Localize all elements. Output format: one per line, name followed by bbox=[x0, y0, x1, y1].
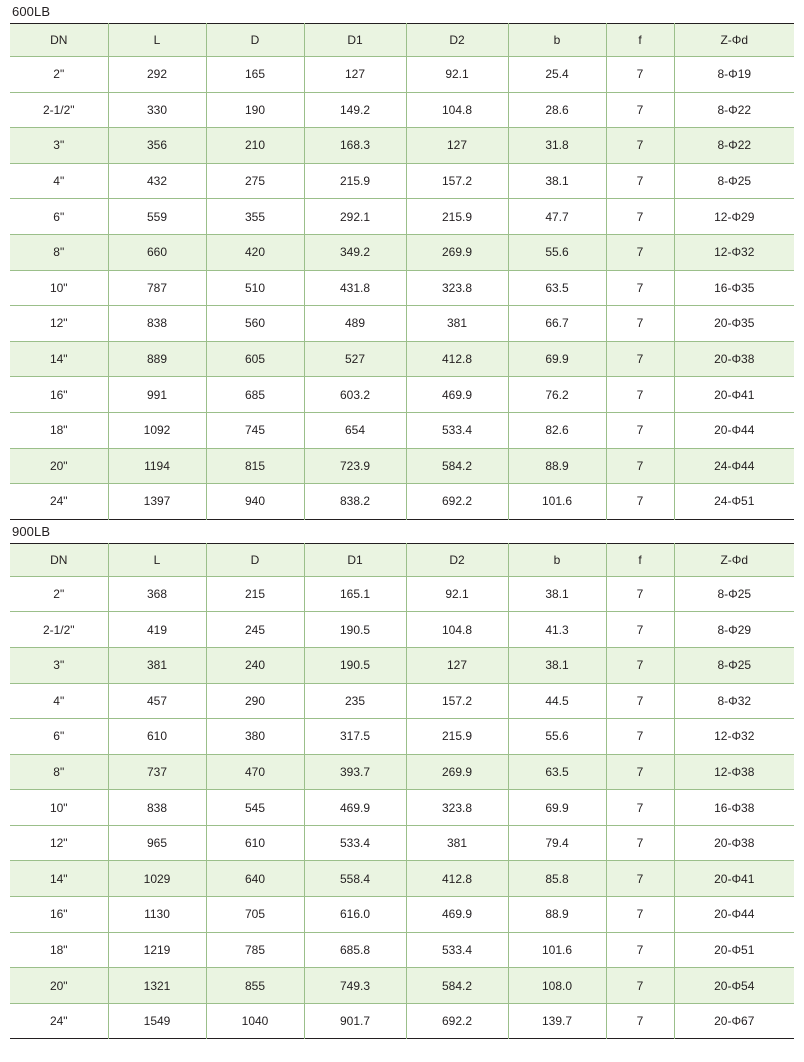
cell-l: 1029 bbox=[108, 861, 206, 897]
cell-l: 368 bbox=[108, 576, 206, 612]
cell-d: 275 bbox=[206, 163, 304, 199]
cell-d1: 393.7 bbox=[304, 754, 406, 790]
cell-dn: 10" bbox=[10, 790, 108, 826]
cell-f: 7 bbox=[606, 306, 674, 342]
section-900lb bbox=[10, 524, 794, 1040]
table-row bbox=[10, 234, 794, 270]
cell-zphid: 8-Φ32 bbox=[674, 683, 794, 719]
cell-b: 101.6 bbox=[508, 932, 606, 968]
cell-d: 1040 bbox=[206, 1003, 304, 1039]
cell-d1: 469.9 bbox=[304, 790, 406, 826]
cell-d: 470 bbox=[206, 754, 304, 790]
cell-d: 215 bbox=[206, 576, 304, 612]
table-header-900lb bbox=[10, 543, 794, 576]
cell-b: 139.7 bbox=[508, 1003, 606, 1039]
column-header-d: D bbox=[206, 24, 304, 57]
cell-d: 190 bbox=[206, 92, 304, 128]
cell-zphid: 8-Φ19 bbox=[674, 57, 794, 93]
cell-d1: 838.2 bbox=[304, 484, 406, 520]
cell-d1: 349.2 bbox=[304, 234, 406, 270]
cell-d2: 269.9 bbox=[406, 234, 508, 270]
cell-l: 660 bbox=[108, 234, 206, 270]
column-header-dn: DN bbox=[10, 543, 108, 576]
table-row bbox=[10, 57, 794, 93]
cell-d1: 168.3 bbox=[304, 128, 406, 164]
cell-d1: 616.0 bbox=[304, 897, 406, 933]
cell-d: 785 bbox=[206, 932, 304, 968]
column-header-d2: D2 bbox=[406, 24, 508, 57]
cell-f: 7 bbox=[606, 683, 674, 719]
cell-d2: 584.2 bbox=[406, 968, 508, 1004]
cell-d1: 489 bbox=[304, 306, 406, 342]
table-row bbox=[10, 897, 794, 933]
cell-l: 381 bbox=[108, 647, 206, 683]
cell-d1: 533.4 bbox=[304, 825, 406, 861]
cell-d: 245 bbox=[206, 612, 304, 648]
table-row bbox=[10, 128, 794, 164]
cell-d1: 723.9 bbox=[304, 448, 406, 484]
cell-b: 69.9 bbox=[508, 790, 606, 826]
table-row bbox=[10, 341, 794, 377]
cell-l: 991 bbox=[108, 377, 206, 413]
cell-b: 44.5 bbox=[508, 683, 606, 719]
cell-l: 1219 bbox=[108, 932, 206, 968]
table-row bbox=[10, 825, 794, 861]
cell-d1: 558.4 bbox=[304, 861, 406, 897]
cell-b: 25.4 bbox=[508, 57, 606, 93]
spec-table-900lb bbox=[10, 543, 794, 1040]
cell-d: 210 bbox=[206, 128, 304, 164]
cell-b: 55.6 bbox=[508, 234, 606, 270]
cell-dn: 4" bbox=[10, 163, 108, 199]
cell-d2: 127 bbox=[406, 128, 508, 164]
cell-zphid: 20-Φ41 bbox=[674, 861, 794, 897]
cell-b: 88.9 bbox=[508, 448, 606, 484]
cell-l: 889 bbox=[108, 341, 206, 377]
cell-d: 705 bbox=[206, 897, 304, 933]
section-600lb bbox=[10, 4, 794, 520]
cell-b: 88.9 bbox=[508, 897, 606, 933]
cell-d2: 92.1 bbox=[406, 57, 508, 93]
table-row bbox=[10, 163, 794, 199]
cell-l: 838 bbox=[108, 306, 206, 342]
cell-f: 7 bbox=[606, 968, 674, 1004]
cell-dn: 10" bbox=[10, 270, 108, 306]
cell-dn: 24" bbox=[10, 1003, 108, 1039]
table-row bbox=[10, 647, 794, 683]
cell-dn: 14" bbox=[10, 861, 108, 897]
cell-zphid: 20-Φ54 bbox=[674, 968, 794, 1004]
cell-d: 855 bbox=[206, 968, 304, 1004]
cell-zphid: 12-Φ38 bbox=[674, 754, 794, 790]
cell-dn: 2-1/2" bbox=[10, 92, 108, 128]
column-header-d1: D1 bbox=[304, 543, 406, 576]
cell-zphid: 20-Φ38 bbox=[674, 825, 794, 861]
cell-f: 7 bbox=[606, 612, 674, 648]
cell-d1: 127 bbox=[304, 57, 406, 93]
cell-l: 457 bbox=[108, 683, 206, 719]
cell-d2: 215.9 bbox=[406, 199, 508, 235]
cell-l: 787 bbox=[108, 270, 206, 306]
cell-zphid: 8-Φ22 bbox=[674, 128, 794, 164]
cell-zphid: 20-Φ35 bbox=[674, 306, 794, 342]
cell-dn: 2" bbox=[10, 57, 108, 93]
cell-d2: 92.1 bbox=[406, 576, 508, 612]
column-header-d: D bbox=[206, 543, 304, 576]
cell-zphid: 12-Φ29 bbox=[674, 199, 794, 235]
cell-d2: 584.2 bbox=[406, 448, 508, 484]
table-row bbox=[10, 1003, 794, 1039]
cell-d: 240 bbox=[206, 647, 304, 683]
cell-l: 292 bbox=[108, 57, 206, 93]
cell-f: 7 bbox=[606, 754, 674, 790]
cell-b: 41.3 bbox=[508, 612, 606, 648]
cell-b: 63.5 bbox=[508, 270, 606, 306]
spec-table-600lb bbox=[10, 23, 794, 520]
cell-f: 7 bbox=[606, 576, 674, 612]
cell-d1: 901.7 bbox=[304, 1003, 406, 1039]
cell-dn: 14" bbox=[10, 341, 108, 377]
cell-d1: 527 bbox=[304, 341, 406, 377]
cell-f: 7 bbox=[606, 163, 674, 199]
cell-b: 63.5 bbox=[508, 754, 606, 790]
table-row bbox=[10, 412, 794, 448]
table-row bbox=[10, 92, 794, 128]
column-header-d1: D1 bbox=[304, 24, 406, 57]
cell-f: 7 bbox=[606, 647, 674, 683]
cell-b: 55.6 bbox=[508, 719, 606, 755]
cell-dn: 6" bbox=[10, 199, 108, 235]
table-row bbox=[10, 754, 794, 790]
cell-d: 560 bbox=[206, 306, 304, 342]
cell-f: 7 bbox=[606, 199, 674, 235]
table-row bbox=[10, 790, 794, 826]
column-header-l: L bbox=[108, 24, 206, 57]
cell-dn: 3" bbox=[10, 647, 108, 683]
cell-d2: 323.8 bbox=[406, 270, 508, 306]
cell-d2: 469.9 bbox=[406, 897, 508, 933]
cell-f: 7 bbox=[606, 341, 674, 377]
table-header-row bbox=[10, 543, 794, 576]
cell-dn: 4" bbox=[10, 683, 108, 719]
column-header-l: L bbox=[108, 543, 206, 576]
cell-f: 7 bbox=[606, 412, 674, 448]
table-row bbox=[10, 932, 794, 968]
cell-dn: 12" bbox=[10, 825, 108, 861]
cell-f: 7 bbox=[606, 932, 674, 968]
table-row bbox=[10, 484, 794, 520]
cell-zphid: 20-Φ44 bbox=[674, 897, 794, 933]
table-row bbox=[10, 861, 794, 897]
cell-zphid: 16-Φ38 bbox=[674, 790, 794, 826]
cell-d1: 685.8 bbox=[304, 932, 406, 968]
column-header-f: f bbox=[606, 543, 674, 576]
cell-d: 640 bbox=[206, 861, 304, 897]
cell-dn: 20" bbox=[10, 968, 108, 1004]
cell-d: 685 bbox=[206, 377, 304, 413]
cell-d1: 235 bbox=[304, 683, 406, 719]
cell-l: 1092 bbox=[108, 412, 206, 448]
cell-d1: 431.8 bbox=[304, 270, 406, 306]
column-header-b: b bbox=[508, 24, 606, 57]
column-header-b: b bbox=[508, 543, 606, 576]
section-title-900lb: 900LB bbox=[12, 523, 51, 539]
cell-b: 47.7 bbox=[508, 199, 606, 235]
cell-d2: 269.9 bbox=[406, 754, 508, 790]
cell-zphid: 20-Φ38 bbox=[674, 341, 794, 377]
cell-zphid: 24-Φ44 bbox=[674, 448, 794, 484]
cell-f: 7 bbox=[606, 1003, 674, 1039]
cell-b: 31.8 bbox=[508, 128, 606, 164]
cell-zphid: 24-Φ51 bbox=[674, 484, 794, 520]
table-row bbox=[10, 199, 794, 235]
cell-f: 7 bbox=[606, 92, 674, 128]
cell-l: 610 bbox=[108, 719, 206, 755]
cell-b: 38.1 bbox=[508, 647, 606, 683]
cell-zphid: 8-Φ29 bbox=[674, 612, 794, 648]
cell-b: 85.8 bbox=[508, 861, 606, 897]
cell-zphid: 12-Φ32 bbox=[674, 719, 794, 755]
section-title-600lb: 600LB bbox=[12, 4, 51, 19]
cell-f: 7 bbox=[606, 897, 674, 933]
table-row bbox=[10, 306, 794, 342]
cell-d2: 104.8 bbox=[406, 92, 508, 128]
cell-b: 101.6 bbox=[508, 484, 606, 520]
cell-d2: 381 bbox=[406, 825, 508, 861]
cell-l: 838 bbox=[108, 790, 206, 826]
cell-d1: 603.2 bbox=[304, 377, 406, 413]
cell-dn: 8" bbox=[10, 234, 108, 270]
cell-l: 1549 bbox=[108, 1003, 206, 1039]
cell-d2: 412.8 bbox=[406, 341, 508, 377]
cell-zphid: 20-Φ51 bbox=[674, 932, 794, 968]
column-header-d2: D2 bbox=[406, 543, 508, 576]
cell-dn: 6" bbox=[10, 719, 108, 755]
cell-b: 38.1 bbox=[508, 163, 606, 199]
cell-zphid: 20-Φ44 bbox=[674, 412, 794, 448]
cell-d2: 533.4 bbox=[406, 932, 508, 968]
cell-d: 355 bbox=[206, 199, 304, 235]
cell-d2: 381 bbox=[406, 306, 508, 342]
cell-zphid: 12-Φ32 bbox=[674, 234, 794, 270]
cell-d2: 104.8 bbox=[406, 612, 508, 648]
cell-d2: 157.2 bbox=[406, 683, 508, 719]
column-header-zphid: Z-Φd bbox=[674, 543, 794, 576]
cell-b: 79.4 bbox=[508, 825, 606, 861]
cell-b: 28.6 bbox=[508, 92, 606, 128]
cell-dn: 2-1/2" bbox=[10, 612, 108, 648]
table-row bbox=[10, 968, 794, 1004]
cell-d: 745 bbox=[206, 412, 304, 448]
cell-l: 419 bbox=[108, 612, 206, 648]
cell-d2: 533.4 bbox=[406, 412, 508, 448]
cell-f: 7 bbox=[606, 270, 674, 306]
cell-d2: 157.2 bbox=[406, 163, 508, 199]
cell-f: 7 bbox=[606, 234, 674, 270]
cell-zphid: 8-Φ25 bbox=[674, 647, 794, 683]
cell-d: 940 bbox=[206, 484, 304, 520]
cell-dn: 16" bbox=[10, 377, 108, 413]
cell-d: 605 bbox=[206, 341, 304, 377]
cell-zphid: 20-Φ67 bbox=[674, 1003, 794, 1039]
cell-b: 69.9 bbox=[508, 341, 606, 377]
cell-l: 1397 bbox=[108, 484, 206, 520]
cell-d: 545 bbox=[206, 790, 304, 826]
cell-zphid: 20-Φ41 bbox=[674, 377, 794, 413]
cell-f: 7 bbox=[606, 57, 674, 93]
cell-f: 7 bbox=[606, 790, 674, 826]
cell-dn: 3" bbox=[10, 128, 108, 164]
cell-zphid: 8-Φ22 bbox=[674, 92, 794, 128]
cell-f: 7 bbox=[606, 484, 674, 520]
cell-f: 7 bbox=[606, 377, 674, 413]
cell-f: 7 bbox=[606, 861, 674, 897]
cell-d2: 323.8 bbox=[406, 790, 508, 826]
cell-b: 108.0 bbox=[508, 968, 606, 1004]
table-row bbox=[10, 683, 794, 719]
cell-l: 1321 bbox=[108, 968, 206, 1004]
cell-f: 7 bbox=[606, 825, 674, 861]
column-header-dn: DN bbox=[10, 24, 108, 57]
cell-d1: 190.5 bbox=[304, 612, 406, 648]
cell-l: 356 bbox=[108, 128, 206, 164]
cell-dn: 24" bbox=[10, 484, 108, 520]
table-body-600lb bbox=[10, 57, 794, 520]
table-row bbox=[10, 377, 794, 413]
cell-dn: 16" bbox=[10, 897, 108, 933]
cell-dn: 18" bbox=[10, 412, 108, 448]
cell-d: 510 bbox=[206, 270, 304, 306]
cell-b: 38.1 bbox=[508, 576, 606, 612]
cell-dn: 12" bbox=[10, 306, 108, 342]
column-header-zphid: Z-Φd bbox=[674, 24, 794, 57]
cell-d: 420 bbox=[206, 234, 304, 270]
table-row bbox=[10, 270, 794, 306]
cell-b: 76.2 bbox=[508, 377, 606, 413]
cell-f: 7 bbox=[606, 128, 674, 164]
cell-d: 380 bbox=[206, 719, 304, 755]
cell-d1: 149.2 bbox=[304, 92, 406, 128]
cell-f: 7 bbox=[606, 719, 674, 755]
column-header-f: f bbox=[606, 24, 674, 57]
cell-d1: 317.5 bbox=[304, 719, 406, 755]
cell-d2: 692.2 bbox=[406, 1003, 508, 1039]
cell-d2: 127 bbox=[406, 647, 508, 683]
cell-l: 559 bbox=[108, 199, 206, 235]
cell-d1: 749.3 bbox=[304, 968, 406, 1004]
cell-l: 965 bbox=[108, 825, 206, 861]
cell-dn: 2" bbox=[10, 576, 108, 612]
cell-d1: 292.1 bbox=[304, 199, 406, 235]
cell-l: 432 bbox=[108, 163, 206, 199]
cell-zphid: 8-Φ25 bbox=[674, 163, 794, 199]
cell-d2: 469.9 bbox=[406, 377, 508, 413]
table-header-row bbox=[10, 24, 794, 57]
cell-l: 1194 bbox=[108, 448, 206, 484]
cell-d: 290 bbox=[206, 683, 304, 719]
cell-b: 82.6 bbox=[508, 412, 606, 448]
table-row bbox=[10, 612, 794, 648]
cell-b: 66.7 bbox=[508, 306, 606, 342]
cell-d2: 692.2 bbox=[406, 484, 508, 520]
cell-l: 737 bbox=[108, 754, 206, 790]
cell-zphid: 8-Φ25 bbox=[674, 576, 794, 612]
cell-l: 330 bbox=[108, 92, 206, 128]
cell-d2: 412.8 bbox=[406, 861, 508, 897]
table-row bbox=[10, 719, 794, 755]
cell-dn: 8" bbox=[10, 754, 108, 790]
table-row bbox=[10, 448, 794, 484]
cell-d: 610 bbox=[206, 825, 304, 861]
cell-d: 165 bbox=[206, 57, 304, 93]
cell-zphid: 16-Φ35 bbox=[674, 270, 794, 306]
table-header-600lb bbox=[10, 24, 794, 57]
cell-d1: 215.9 bbox=[304, 163, 406, 199]
cell-d: 815 bbox=[206, 448, 304, 484]
cell-dn: 18" bbox=[10, 932, 108, 968]
table-body-900lb bbox=[10, 576, 794, 1039]
cell-l: 1130 bbox=[108, 897, 206, 933]
cell-d2: 215.9 bbox=[406, 719, 508, 755]
table-row bbox=[10, 576, 794, 612]
cell-d1: 165.1 bbox=[304, 576, 406, 612]
cell-f: 7 bbox=[606, 448, 674, 484]
cell-d1: 190.5 bbox=[304, 647, 406, 683]
cell-dn: 20" bbox=[10, 448, 108, 484]
cell-d1: 654 bbox=[304, 412, 406, 448]
